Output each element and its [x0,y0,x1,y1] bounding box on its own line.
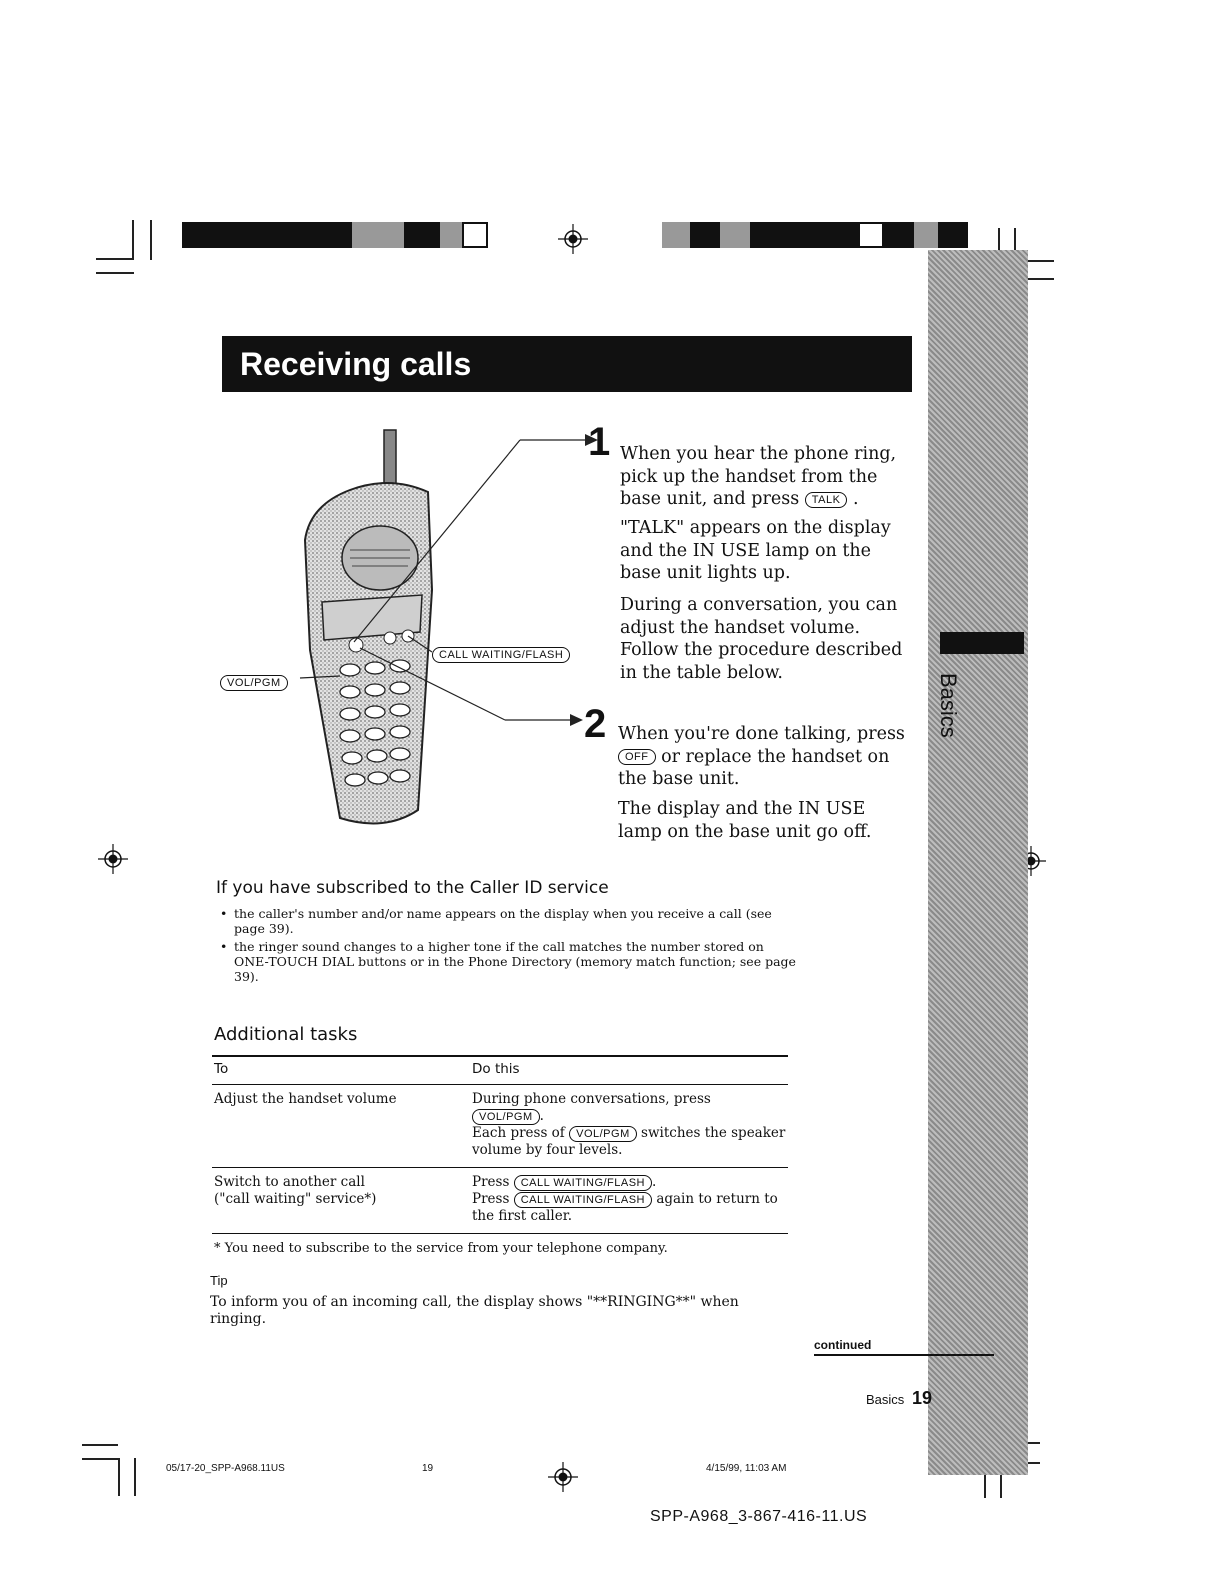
color-bar [440,222,462,248]
vol-pgm-key-label: VOL/PGM [220,672,288,691]
crop-mark [82,1458,118,1460]
registration-mark-icon [548,1462,578,1492]
additional-tasks-heading: Additional tasks [214,1024,358,1045]
table-row [212,1085,788,1168]
column-header-to: To [212,1056,470,1085]
color-bar [858,222,884,248]
page-number: 19 [912,1388,933,1408]
crop-mark [150,220,152,260]
caller-id-bullets [218,906,798,987]
continued-label: continued [814,1338,872,1352]
talk-key: TALK [805,492,848,508]
additional-tasks-table [212,1055,788,1234]
callwaiting-flash-key-label: CALL WAITING/FLASH [432,644,570,663]
print-file-name: 05/17-20_SPP-A968.11US [166,1463,285,1474]
color-bar [750,222,858,248]
step-2-text: When you're done talking, press OFF or replace the handset on the base unit. [618,724,905,789]
crop-mark [82,1444,118,1446]
list-item: • the caller's number and/or name appears on the display when you receive a call (see page 39). [218,906,798,936]
step-1-text: When you hear the phone ring, pick up the handset from the base unit, and press TALK . [620,444,897,509]
side-tab-marker [940,632,1024,654]
continued-rule [814,1354,994,1356]
handset-illustration [200,420,620,840]
caller-id-heading: If you have subscribed to the Caller ID service [216,878,609,898]
crop-mark [134,1458,136,1496]
color-bar [690,222,720,248]
registration-mark-icon [558,224,588,254]
tip-label: Tip [210,1273,228,1288]
color-bar [938,222,968,248]
step-1-display-text: "TALK" appears on the display and the IN USE lamp on the base unit lights up. [620,518,891,583]
page-title: Receiving calls [222,336,912,392]
crop-mark [132,220,134,260]
crop-mark [96,272,134,274]
color-bar [182,222,352,248]
vol-pgm-key: VOL/PGM [472,1109,540,1125]
step-1-volume-text: During a conversation, you can adjust the handset volume. Follow the procedure described in the table below. [620,595,903,683]
callwaiting-flash-key: CALL WAITING/FLASH [514,1192,652,1208]
step-2-display-off-text: The display and the IN USE lamp on the base unit go off. [618,799,872,842]
table-cell: Press CALL WAITING/FLASH . Press CALL WAITING/FLASH again to return to the first caller. [470,1168,788,1234]
table-cell: Switch to another call ("call waiting" service*) [212,1168,470,1234]
document-code: SPP-A968_3-867-416-11.US [650,1508,868,1525]
crop-mark [118,1458,120,1496]
color-bar [914,222,938,248]
footer-section: Basics [866,1392,905,1407]
off-key: OFF [618,749,656,765]
vol-pgm-key: VOL/PGM [569,1126,637,1142]
registration-mark-icon [98,844,128,874]
step-2-number: 2 [584,702,607,746]
color-bar [884,222,914,248]
print-timestamp: 4/15/99, 11:03 AM [706,1463,787,1474]
column-header-do-this: Do this [470,1056,788,1085]
color-bar [404,222,440,248]
list-item: • the ringer sound changes to a higher tone if the call matches the number stored on ONE-TOUCH DIAL buttons or in the Phone Directory (memory match function; see page 39). [218,939,798,984]
side-tab-label: Basics [936,672,961,738]
table-row [212,1168,788,1234]
print-sheet-number: 19 [422,1463,434,1474]
crop-mark [96,258,132,260]
color-bar [720,222,750,248]
side-tab-strip [928,250,1028,1475]
step-1-number: 1 [588,420,611,464]
callwaiting-flash-key: CALL WAITING/FLASH [514,1175,652,1191]
color-bar [662,222,690,248]
footnote: * You need to subscribe to the service from your telephone company. [214,1241,668,1256]
color-bar [352,222,404,248]
tip-text: To inform you of an incoming call, the display shows "**RINGING**" when ringing. [210,1294,739,1327]
table-cell: Adjust the handset volume [212,1085,470,1168]
table-cell: During phone conversations, press VOL/PGM . Each press of VOL/PGM switches the speaker volume by four levels. [470,1085,788,1168]
color-bar [462,222,488,248]
